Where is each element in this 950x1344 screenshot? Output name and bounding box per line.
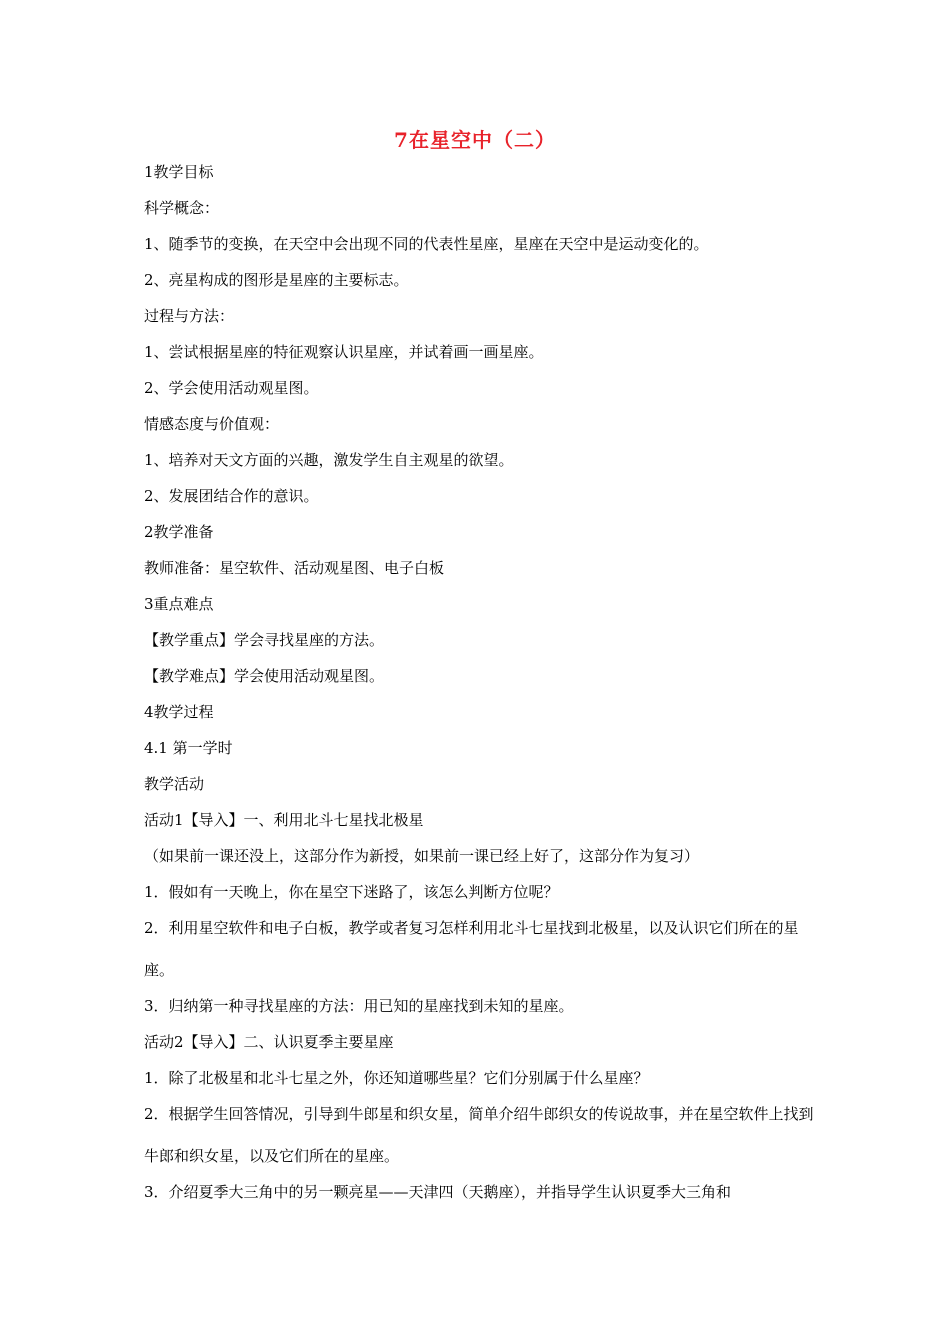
subheading-science-concepts: 科学概念：: [144, 199, 220, 217]
paragraph: 1、尝试根据星座的特征观察认识星座，并试着画一画星座。: [144, 343, 544, 361]
paragraph: 【教学难点】学会使用活动观星图。: [144, 667, 385, 685]
paragraph: 1、培养对天文方面的兴趣，激发学生自主观星的欲望。: [144, 451, 514, 469]
paragraph: 教师准备：星空软件、活动观星图、电子白板: [144, 559, 445, 577]
subheading-attitudes-values: 情感态度与价值观：: [144, 415, 280, 433]
section-heading-preparation: 2教学准备: [144, 523, 214, 541]
section-heading-process: 4教学过程: [144, 703, 214, 721]
paragraph: 【教学重点】学会寻找星座的方法。: [144, 631, 385, 649]
subheading-process-methods: 过程与方法：: [144, 307, 235, 325]
paragraph: 1．假如有一天晚上，你在星空下迷路了，该怎么判断方位呢？: [144, 883, 559, 901]
document-body: [144, 162, 819, 1218]
paragraph: （如果前一课还没上，这部分作为新授，如果前一课已经上好了，这部分作为复习）: [144, 847, 700, 865]
subheading-activities: 教学活动: [144, 775, 205, 793]
paragraph: 2．利用星空软件和电子白板，教学或者复习怎样利用北斗七星找到北极星，以及认识它们所在的星座。: [144, 919, 799, 979]
activity-heading: 活动1【导入】一、利用北斗七星找北极星: [144, 811, 424, 829]
paragraph: 2、发展团结合作的意识。: [144, 487, 319, 505]
section-heading-key-points: 3重点难点: [144, 595, 214, 613]
paragraph: 1、随季节的变换，在天空中会出现不同的代表性星座，星座在天空中是运动变化的。: [144, 235, 709, 253]
section-heading-objectives: 1教学目标: [144, 163, 214, 181]
paragraph: 3．介绍夏季大三角中的另一颗亮星——天津四（天鹅座），并指导学生认识夏季大三角和: [144, 1183, 732, 1201]
activity-heading: 活动2【导入】二、认识夏季主要星座: [144, 1033, 394, 1051]
paragraph: 2、亮星构成的图形是星座的主要标志。: [144, 271, 409, 289]
paragraph: 2、学会使用活动观星图。: [144, 379, 319, 397]
paragraph: 1．除了北极星和北斗七星之外，你还知道哪些星？它们分别属于什么星座？: [144, 1069, 649, 1087]
document-title: 7在星空中（二）: [394, 128, 556, 152]
paragraph: 2．根据学生回答情况，引导到牛郎星和织女星，简单介绍牛郎织女的传说故事，并在星空软件上找到牛郎和织女星，以及它们所在的星座。: [144, 1105, 814, 1165]
subheading-first-period: 4.1 第一学时: [144, 739, 233, 757]
paragraph: 3．归纳第一种寻找星座的方法：用已知的星座找到未知的星座。: [144, 997, 574, 1015]
